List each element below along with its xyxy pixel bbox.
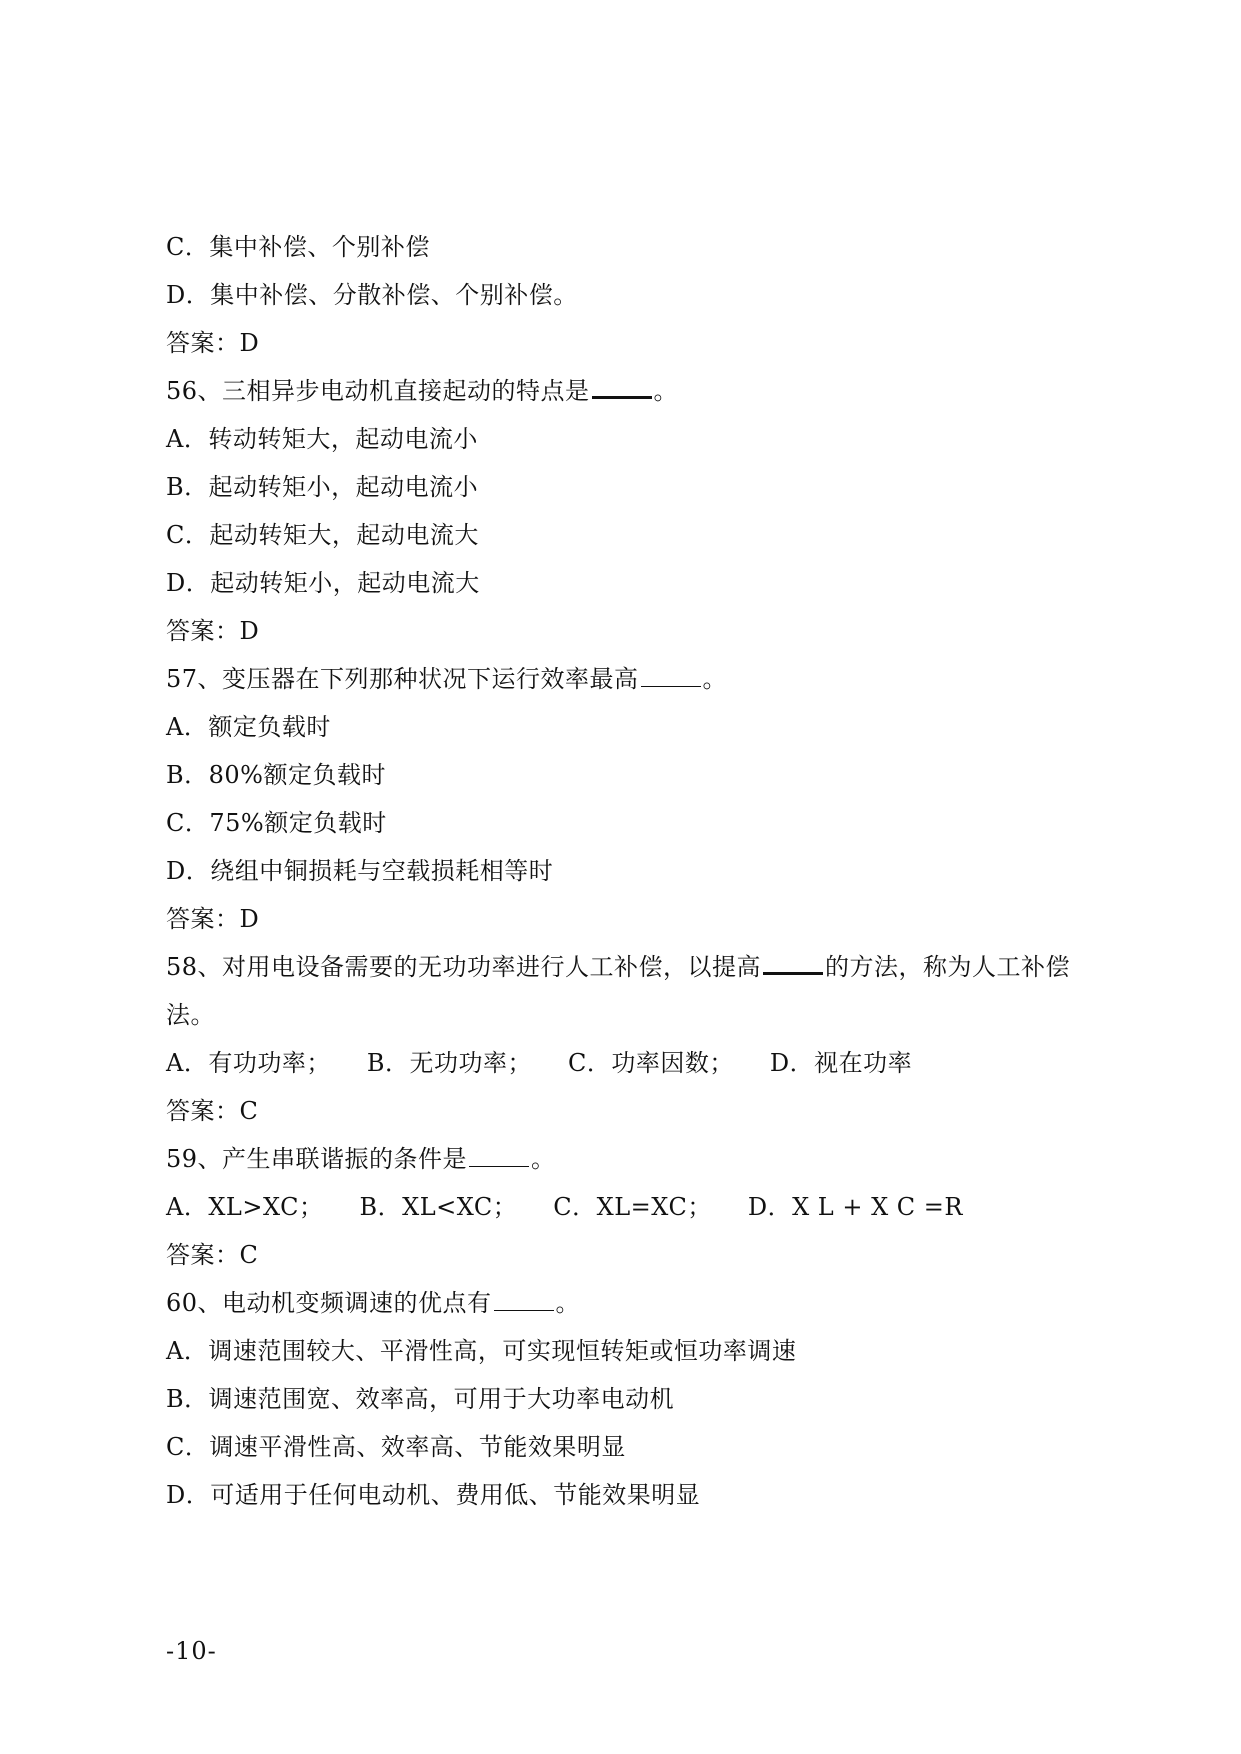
question-end: 。	[555, 1289, 581, 1317]
option-line: C．起动转矩大，起动电流大	[166, 521, 479, 549]
option-line: A．调速范围较大、平滑性高，可实现恒转矩或恒功率调速	[166, 1337, 797, 1365]
question-57	[166, 664, 727, 694]
option-line: C．集中补偿、个别补偿	[166, 233, 430, 261]
option-line: D．绕组中铜损耗与空载损耗相等时	[166, 857, 554, 885]
option-line: A．转动转矩大，起动电流小	[166, 425, 478, 453]
question-text: 57、变压器在下列那种状况下运行效率最高	[166, 665, 639, 693]
option: B．无功功率；	[366, 1049, 532, 1077]
option-line: D．可适用于任何电动机、费用低、节能效果明显	[166, 1481, 701, 1509]
question-text: 59、产生串联谐振的条件是	[166, 1145, 468, 1173]
option: D．X L + X C =R	[747, 1193, 963, 1221]
option: A．XL>XC；	[166, 1193, 324, 1221]
answer-line: 答案：D	[166, 617, 260, 645]
answer-blank	[763, 952, 823, 975]
option-line: B．起动转矩小，起动电流小	[166, 473, 479, 501]
option: C．功率因数；	[567, 1049, 734, 1077]
question-continuation: 法。	[166, 1001, 215, 1029]
answer-line: 答案：C	[166, 1241, 259, 1269]
option: B．XL<XC；	[359, 1193, 518, 1221]
question-59	[166, 1144, 556, 1174]
question-end: 。	[653, 377, 679, 405]
question-text: 56、三相异步电动机直接起动的特点是	[166, 377, 590, 405]
option-line: B．80%额定负载时	[166, 761, 386, 789]
question-text: 58、对用电设备需要的无功功率进行人工补偿，以提高	[166, 953, 762, 981]
option-line: D．集中补偿、分散补偿、个别补偿。	[166, 281, 578, 309]
option: A．有功功率；	[166, 1049, 331, 1077]
option-line: C．调速平滑性高、效率高、节能效果明显	[166, 1433, 626, 1461]
question-56	[166, 376, 678, 406]
page-number: -10-	[166, 1637, 217, 1665]
question-60	[166, 1288, 580, 1318]
options-row	[166, 1048, 912, 1078]
question-text-cont: 的方法，称为人工补偿	[825, 953, 1071, 981]
question-58	[166, 952, 1070, 982]
option-line: D．起动转矩小，起动电流大	[166, 569, 480, 597]
answer-line: 答案：D	[166, 905, 260, 933]
answer-blank	[592, 376, 652, 399]
option-line: A．额定负载时	[166, 713, 331, 741]
answer-blank	[641, 666, 701, 687]
option-line: B．调速范围宽、效率高，可用于大功率电动机	[166, 1385, 675, 1413]
options-row	[166, 1192, 963, 1222]
answer-line: 答案：D	[166, 329, 260, 357]
option-line: C．75%额定负载时	[166, 809, 387, 837]
question-end: 。	[531, 1145, 556, 1173]
option: C．XL=XC；	[553, 1193, 712, 1221]
question-text: 60、电动机变频调速的优点有	[166, 1289, 492, 1317]
question-end: 。	[702, 665, 728, 693]
option: D．视在功率	[769, 1049, 913, 1077]
answer-blank	[469, 1146, 529, 1167]
answer-line: 答案：C	[166, 1097, 259, 1125]
answer-blank	[494, 1290, 554, 1311]
